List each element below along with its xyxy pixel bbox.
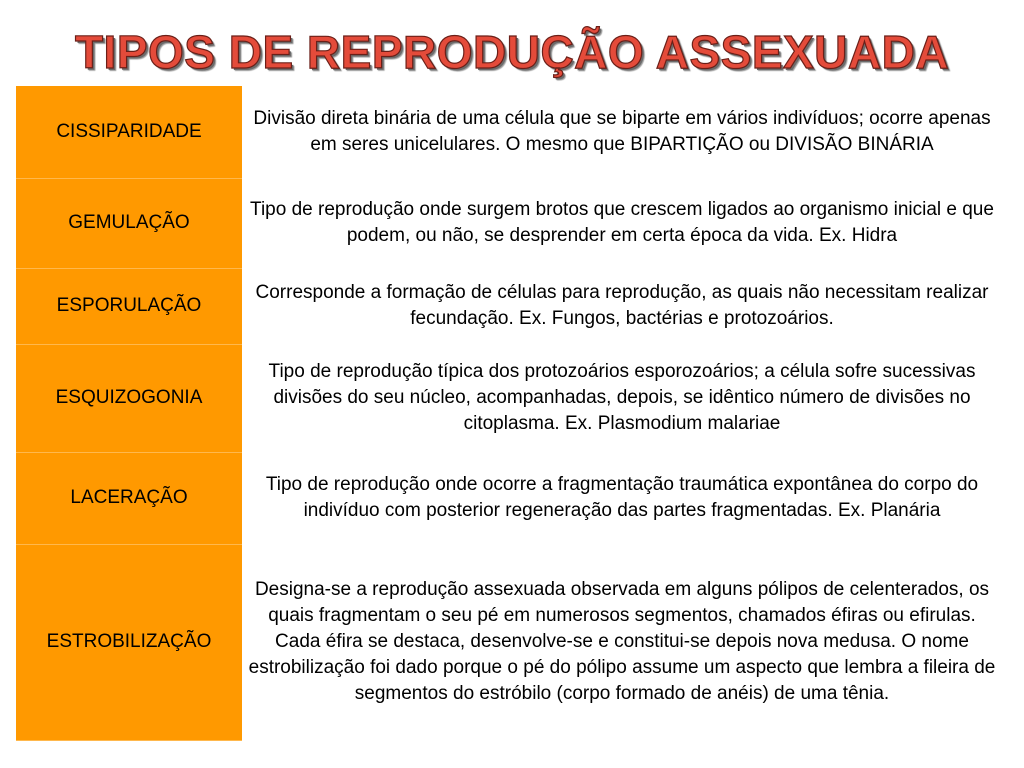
table-row [16, 86, 1000, 178]
description-cell: Divisão direta binária de uma célula que se biparte em vários indivíduos; ocorre apenas em seres unicelulares. O mesmo que BIPARTIÇÃO ou DIVISÃO BINÁRIA [242, 86, 1000, 178]
description-cell: Corresponde a formação de células para reprodução, as quais não necessitam realizar fecundação. Ex. Fungos, bactérias e protozoários. [242, 268, 1000, 344]
term-cell: CISSIPARIDADE [16, 86, 242, 178]
table-row [16, 344, 1000, 452]
term-cell: ESQUIZOGONIA [16, 344, 242, 452]
term-cell: GEMULAÇÃO [16, 178, 242, 268]
description-cell: Designa-se a reprodução assexuada observada em alguns pólipos de celenterados, os quais fragmentam o seu pé em numerosos segmentos, chamados éfiras ou efirulas. Cada éfira se destaca, desenvolve-se e constitui-se depois nova medusa. O nome estrobilização foi dado porque o pé do pólipo assume um aspecto que lembra a fileira de segmentos do estróbilo (corpo formado de anéis) de uma tênia. [242, 544, 1000, 740]
table-row [16, 544, 1000, 740]
description-cell: Tipo de reprodução típica dos protozoários esporozoários; a célula sofre sucessivas divisões do seu núcleo, acompanhadas, depois, se idêntico número de divisões no citoplasma. Ex. Plasmodium malariae [242, 344, 1000, 452]
slide-title: TIPOS DE REPRODUÇÃO ASSEXUADA [74, 26, 950, 78]
description-cell: Tipo de reprodução onde surgem brotos que crescem ligados ao organismo inicial e que podem, ou não, se desprender em certa época da vida. Ex. Hidra [242, 178, 1000, 268]
table-row [16, 268, 1000, 344]
table-row [16, 178, 1000, 268]
table-row [16, 452, 1000, 544]
term-cell: ESTROBILIZAÇÃO [16, 544, 242, 740]
reproduction-types-table [16, 86, 1000, 741]
term-cell: ESPORULAÇÃO [16, 268, 242, 344]
description-cell: Tipo de reprodução onde ocorre a fragmentação traumática expontânea do corpo do indivíduo com posterior regeneração das partes fragmentadas. Ex. Planária [242, 452, 1000, 544]
term-cell: LACERAÇÃO [16, 452, 242, 544]
